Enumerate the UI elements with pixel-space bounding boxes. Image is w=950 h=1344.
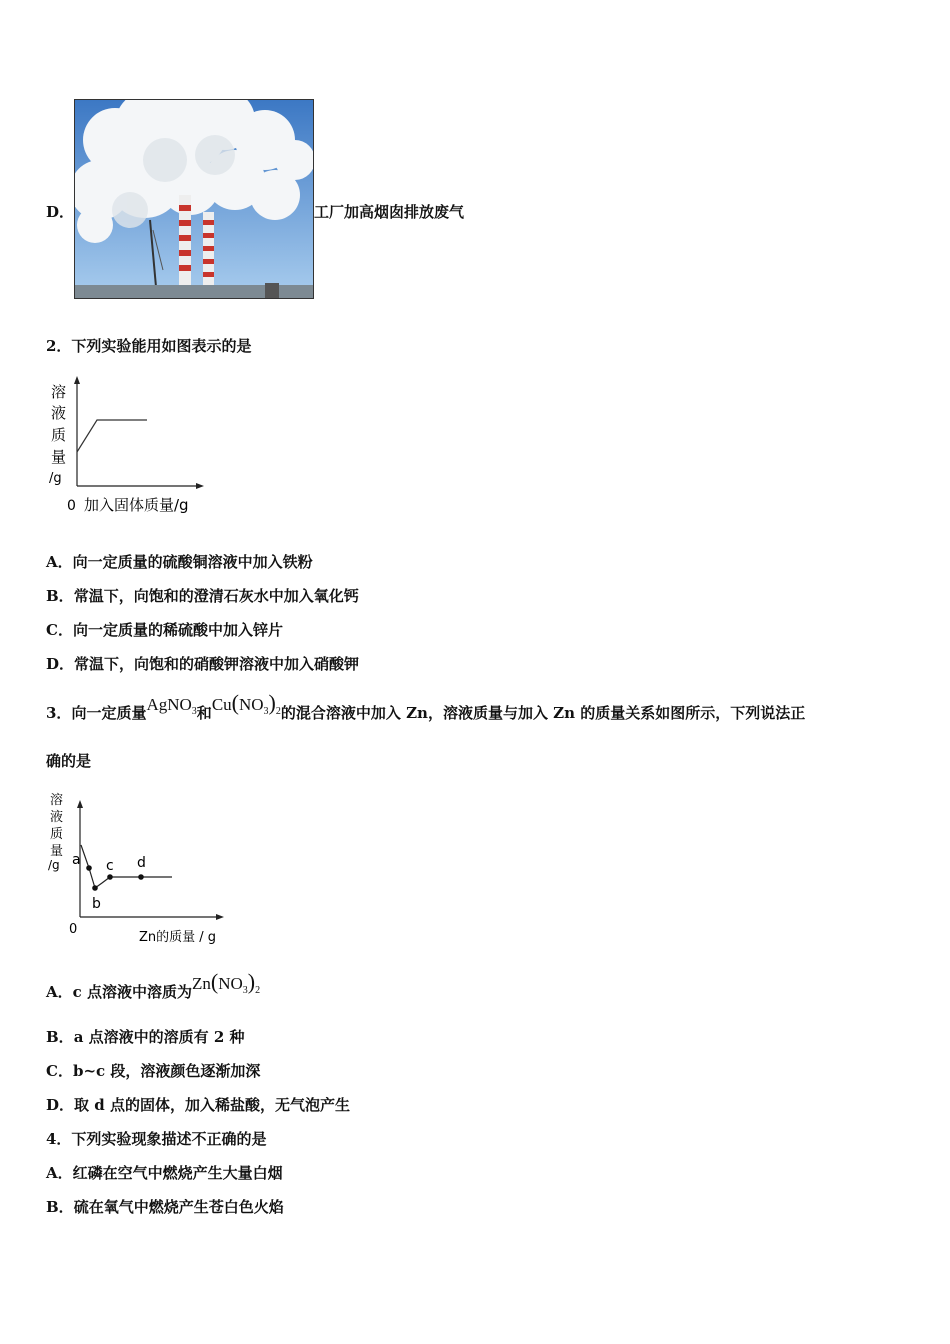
q2-option-b-label: B． xyxy=(46,587,74,605)
q2-data-line xyxy=(77,420,147,452)
q2-stem: 2．下列实验能用如图表示的是 xyxy=(46,337,252,355)
q3-option-a-label: A． xyxy=(46,983,73,1001)
q3-label-d: d xyxy=(137,855,146,871)
q3-ylabel-4: /g xyxy=(48,858,60,872)
q3-and: 和 xyxy=(196,704,212,722)
q2-option-c-text: 向一定质量的稀硫酸中加入锌片 xyxy=(72,621,283,639)
q2-option-a-label: A． xyxy=(46,553,73,571)
q2-ylabel-1: 液 xyxy=(51,404,67,422)
q3-data-line xyxy=(81,845,172,888)
q2-ylabel-2: 质 xyxy=(51,426,67,444)
q3-option-b xyxy=(46,1027,245,1047)
q2-origin: 0 xyxy=(67,498,76,514)
q2-option-c xyxy=(46,620,283,640)
option-d-caption: 工厂加高烟囱排放废气 xyxy=(314,203,465,221)
q2-ylabel-3: 量 xyxy=(51,448,67,466)
q3-option-c xyxy=(46,1061,260,1081)
q4-option-b-label: B． xyxy=(46,1198,74,1216)
q3-option-a-text: c 点溶液中溶质为 xyxy=(72,983,192,1001)
q4-option-b-text: 硫在氧气中燃烧产生苍白色火焰 xyxy=(73,1198,284,1216)
q2-ylabel-0: 溶 xyxy=(51,383,67,401)
q2-option-b xyxy=(46,586,359,606)
q3-ylabel-2: 质 xyxy=(50,827,64,842)
q3-ylabel-1: 液 xyxy=(50,810,64,825)
q3-zn-mass-graph xyxy=(44,790,234,948)
option-d-label: D． xyxy=(46,203,75,221)
q3-option-d-label: D． xyxy=(46,1096,75,1114)
zn-no3-2-formula: $Zn(NO_3)_2$ xyxy=(192,969,261,996)
q3-label-a: a xyxy=(72,852,81,868)
q3-point-b xyxy=(92,885,98,891)
q4-option-a-label: A． xyxy=(46,1164,73,1182)
q3-option-c-text: b~c 段，溶液颜色逐渐加深 xyxy=(72,1062,261,1080)
q3-stem-b: 的混合溶液中加入 Zn，溶液质量与加入 Zn 的质量关系如图所示，下列说法正 xyxy=(280,704,806,722)
q2-x-arrow xyxy=(196,483,204,489)
q3-label-b: b xyxy=(92,896,101,912)
q4-option-a xyxy=(46,1163,283,1183)
q3-option-a xyxy=(46,969,261,1009)
q3-option-c-label: C． xyxy=(46,1062,73,1080)
agno3-formula: AgNO$_3$ xyxy=(146,695,197,717)
q2-option-a-text: 向一定质量的硫酸铜溶液中加入铁粉 xyxy=(72,553,313,571)
q4-stem: 4．下列实验现象描述不正确的是 xyxy=(46,1130,267,1148)
q3-option-b-text: a 点溶液中的溶质有 2 种 xyxy=(73,1028,245,1046)
cu-no3-2-formula: $Cu(NO_3)_2$ xyxy=(211,690,281,717)
q3-option-d xyxy=(46,1095,350,1115)
q4-option-a-text: 红磷在空气中燃烧产生大量白烟 xyxy=(72,1164,283,1182)
q3-y-arrow xyxy=(77,800,83,808)
q2-option-d-text: 常温下，向饱和的硝酸钾溶液中加入硝酸钾 xyxy=(74,655,360,673)
q2-xlabel: 加入固体质量/g xyxy=(84,496,189,514)
q3-stem-a: 向一定质量 xyxy=(71,704,147,722)
q4-option-b xyxy=(46,1197,284,1217)
q3-stem-line-1 xyxy=(46,690,806,730)
q2-option-d-label: D． xyxy=(46,655,75,673)
q3-xlabel: Zn的质量 / g xyxy=(139,930,217,945)
q3-number: 3． xyxy=(46,704,72,722)
q2-option-b-text: 常温下，向饱和的澄清石灰水中加入氧化钙 xyxy=(73,587,359,605)
q3-point-c xyxy=(107,874,113,880)
q3-origin: 0 xyxy=(69,922,78,937)
q2-solution-mass-graph xyxy=(44,374,214,519)
q2-ylabel-4: /g xyxy=(49,471,62,486)
q3-x-arrow xyxy=(216,914,224,920)
q2-option-a xyxy=(46,552,313,572)
q2-y-arrow xyxy=(74,376,80,384)
factory-chimney-photo xyxy=(74,99,314,299)
q3-ylabel-0: 溶 xyxy=(50,793,64,808)
q3-ylabel-3: 量 xyxy=(50,844,64,859)
q3-point-a xyxy=(86,865,92,871)
q2-option-d xyxy=(46,654,359,674)
q3-option-b-label: B． xyxy=(46,1028,74,1046)
q3-stem-line-2: 确的是 xyxy=(46,752,92,770)
q3-label-c: c xyxy=(106,858,114,874)
q3-option-d-text: 取 d 点的固体，加入稀盐酸，无气泡产生 xyxy=(74,1096,350,1114)
q2-option-c-label: C． xyxy=(46,621,73,639)
q3-point-d xyxy=(138,874,144,880)
